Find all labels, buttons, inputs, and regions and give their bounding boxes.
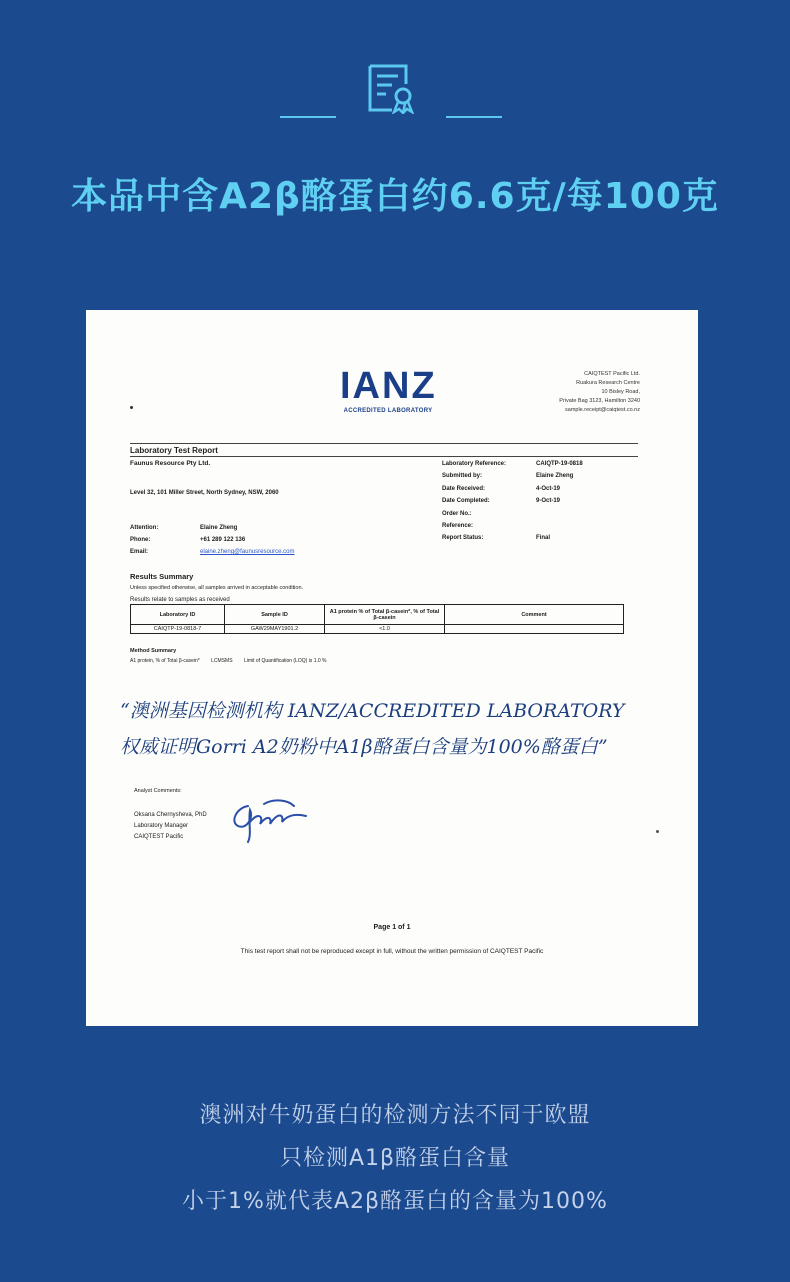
method-row (130, 658, 337, 664)
quote-line: “澳洲基因检测机构 IANZ/ACCREDITED LABORATORY (120, 700, 625, 722)
table-header-row (131, 605, 624, 625)
signer-block (134, 810, 207, 843)
contact-key: Attention: (130, 525, 159, 531)
scan-mark (656, 830, 659, 833)
report-footer-note: This test report shall not be reproduced except in full, without the written permission of CAIQTEST Pacific (240, 948, 544, 955)
signature (228, 792, 318, 848)
table-cell: CAIQTP-19-0818-7 (131, 625, 225, 634)
table-header: Sample ID (225, 605, 325, 625)
report-title: Laboratory Test Report (130, 446, 218, 455)
ref-key: Date Completed: (442, 498, 490, 505)
table-cell: <1.0 (325, 625, 445, 634)
caption-line: 小于1%就代表A2β酪蛋白的含量为100% (182, 1189, 608, 1214)
divider-left (280, 116, 336, 118)
contact-block (130, 522, 294, 558)
lab-report-document (86, 310, 698, 1026)
contact-value: +61 289 122 136 (200, 537, 246, 543)
method-technique: LCMSMS (211, 658, 233, 664)
table-cell (445, 625, 624, 634)
ref-key: Reference: (442, 523, 474, 530)
page-number: Page 1 of 1 (373, 924, 411, 931)
signer-line: Oksana Chernysheva, PhD (134, 812, 207, 818)
headline: 本品中含A2β酪蛋白约6.6克/每100克 (71, 176, 719, 217)
ref-value: 9-Oct-19 (536, 498, 561, 505)
lab-address-line: 10 Bisley Road, (601, 389, 640, 395)
method-loq: Limit of Quantification (LOQ) is 1.0 % (243, 658, 327, 664)
quote-line: 权威证明Gorri A2奶粉中A1β酪蛋白含量为100%酪蛋白” (120, 736, 608, 758)
table-cell: GAW29MAY1901.2 (225, 625, 325, 634)
rule (130, 456, 638, 457)
client-address: Level 32, 101 Miller Street, North Sydney, NSW, 2060 (130, 490, 279, 496)
lab-address (559, 370, 640, 415)
ref-key: Report Status: (442, 535, 484, 542)
client-name: Faunus Resource Pty Ltd. (130, 460, 211, 467)
table-header: A1 protein % of Total β-casein*, % of Total β-casein (325, 605, 445, 625)
rule (130, 443, 638, 444)
divider-right (446, 116, 502, 118)
signer-line: Laboratory Manager (134, 823, 189, 829)
lab-address-line: Ruakura Research Centre (576, 380, 640, 386)
method-analyte: A1 protein, % of Total β-casein* (130, 658, 200, 664)
caption-line: 澳洲对牛奶蛋白的检测方法不同于欧盟 (199, 1103, 591, 1128)
ref-value: 4-Oct-19 (536, 485, 561, 492)
table-header: Laboratory ID (131, 605, 225, 625)
contact-key: Phone: (130, 537, 151, 543)
lab-address-line: Private Bag 3123, Hamilton 3240 (559, 398, 640, 404)
ref-key: Date Received: (442, 485, 486, 492)
ianz-logo (340, 366, 436, 414)
results-table (130, 604, 624, 634)
ref-value: Final (536, 535, 551, 542)
ref-value: CAIQTP-19-0818 (536, 461, 583, 467)
lab-address-line: sample.receipt@caiqtest.co.nz (565, 407, 640, 413)
email-link: elaine.zheng@faunusresource.com (200, 549, 295, 555)
lab-address-line: CAIQTEST Pacific Ltd. (584, 371, 640, 377)
header-decoration (0, 62, 790, 118)
contact-value: Elaine Zheng (200, 525, 238, 531)
certificate-icon (366, 62, 416, 114)
table-header: Comment (445, 605, 624, 625)
ref-key: Order No.: (442, 510, 472, 517)
ianz-logo-mark: IANZ (340, 365, 437, 407)
results-note: Results relate to samples as received (130, 597, 230, 603)
analyst-label: Analyst Comments: (134, 788, 182, 794)
signer-line: CAIQTEST Pacific (134, 834, 184, 840)
scan-mark (130, 406, 133, 409)
table-row (131, 625, 624, 634)
ref-value: Elaine Zheng (536, 473, 574, 480)
caption-line: 只检测A1β酪蛋白含量 (279, 1146, 511, 1171)
contact-key: Email: (130, 549, 149, 555)
ref-key: Submitted by: (442, 473, 482, 480)
ianz-logo-sub: ACCREDITED LABORATORY (343, 408, 433, 414)
method-title: Method Summary (130, 648, 177, 654)
ref-key: Laboratory Reference: (442, 461, 507, 467)
results-note: Unless specified otherwise, all samples arrived in acceptable condition. (130, 585, 304, 591)
reference-block (442, 458, 583, 545)
results-title: Results Summary (130, 572, 194, 581)
